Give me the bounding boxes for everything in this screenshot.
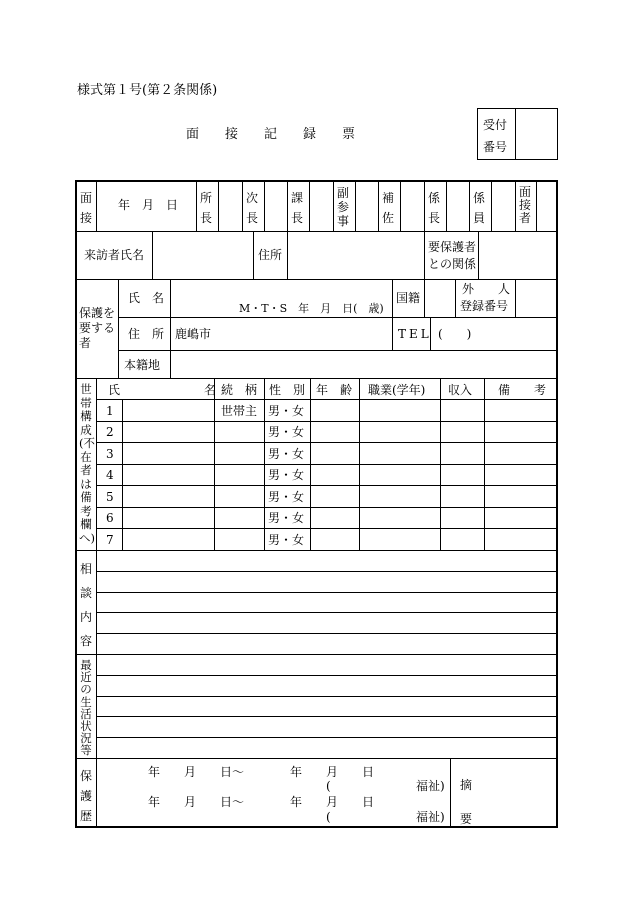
approval-section-chief-label: 課長: [290, 191, 303, 225]
visitor-address-label: 住所: [258, 248, 283, 262]
alien-label-2: 登録番号: [460, 299, 509, 313]
relation-field[interactable]: [479, 232, 557, 278]
household-header-income: 収入: [448, 383, 473, 397]
tel-label: TEL: [398, 327, 432, 341]
household-header-notes: 備 考: [498, 383, 547, 397]
household-row-number: 5: [106, 490, 114, 504]
recent-life-label: 最近の生活状況等: [80, 658, 92, 758]
history-line1-to[interactable]: 年 月 日: [290, 765, 375, 779]
summary-field[interactable]: [478, 759, 557, 827]
household-row-relation[interactable]: 世帯主: [221, 404, 258, 418]
history-line1-welfare: 福祉): [416, 779, 445, 793]
approval-staff-label: 係員: [472, 191, 485, 225]
approval-assistant-label: 補佐: [381, 191, 394, 225]
protected-address-label: 住 所: [128, 327, 165, 341]
alien-label-1: 外 人: [462, 282, 511, 296]
relation-label-2: との関係: [428, 257, 477, 271]
alien-registration-field[interactable]: [516, 280, 557, 316]
history-line2-from[interactable]: 年 月 日〜: [148, 795, 245, 809]
history-line2-paren: (: [326, 810, 331, 824]
consultation-label: 相談内容: [79, 562, 92, 648]
approval-deputy-label: 次長: [245, 191, 258, 225]
consultation-field[interactable]: [97, 551, 557, 653]
protected-birth-label: M・T・S 年 月 日( 歳): [239, 302, 384, 315]
form-title: 面 接 記 録 票: [186, 127, 356, 142]
visitor-name-field[interactable]: [153, 232, 252, 278]
household-row-sex[interactable]: 男・女: [268, 404, 305, 418]
receipt-label-1: 受付: [483, 118, 508, 132]
interview-label: 面接: [79, 191, 92, 225]
approval-chief-label: 所長: [199, 191, 212, 225]
household-header-job: 職業(学年): [368, 383, 426, 397]
domicile-label: 本籍地: [124, 358, 161, 372]
household-header-age: 年 齢: [316, 383, 353, 397]
interview-date-label: 年 月 日: [118, 198, 179, 212]
household-row-number: 6: [106, 511, 114, 525]
household-header-name: 氏 名: [108, 383, 217, 397]
household-row-number: 2: [106, 425, 114, 439]
history-line1-from[interactable]: 年 月 日〜: [148, 765, 245, 779]
history-line2-welfare: 福祉): [416, 810, 445, 824]
receipt-label-2: 番号: [483, 140, 508, 154]
nationality-label: 国籍: [396, 291, 421, 305]
household-header-sex: 性 別: [269, 383, 306, 397]
household-row-sex[interactable]: 男・女: [268, 511, 305, 525]
relation-label-1: 要保護者: [428, 240, 477, 254]
protected-name-field[interactable]: [171, 280, 391, 300]
form-style-label: 様式第１号(第２条関係): [77, 83, 218, 98]
household-row-number: 3: [106, 447, 114, 461]
visitor-address-field[interactable]: [288, 232, 423, 278]
household-row-number: 4: [106, 468, 114, 482]
approval-interviewer-label: 面接者: [518, 185, 531, 225]
household-row-sex[interactable]: 男・女: [268, 468, 305, 482]
receipt-number-field[interactable]: [516, 109, 557, 159]
household-row-sex[interactable]: 男・女: [268, 490, 305, 504]
protected-name-label: 氏 名: [128, 291, 165, 305]
recent-life-field[interactable]: [97, 655, 557, 757]
nationality-field[interactable]: [425, 280, 454, 316]
household-header-relation: 続 柄: [221, 383, 258, 397]
domicile-field[interactable]: [171, 351, 557, 377]
household-row-sex[interactable]: 男・女: [268, 447, 305, 461]
protected-address-value[interactable]: 鹿嶋市: [175, 327, 212, 341]
household-row-number: 7: [106, 533, 114, 547]
approval-unit-chief-label: 係長: [427, 191, 440, 225]
history-label: 保護歴: [79, 769, 92, 823]
approval-councilor-label: 副参事: [336, 186, 349, 228]
protected-person-section-label: 保護を要する者: [79, 306, 116, 350]
history-line2-to[interactable]: 年 月 日: [290, 795, 375, 809]
tel-field[interactable]: ( ): [438, 327, 472, 341]
history-line1-paren: (: [326, 779, 331, 793]
household-row-sex[interactable]: 男・女: [268, 425, 305, 439]
visitor-name-label: 来訪者氏名: [84, 248, 145, 262]
household-row-sex[interactable]: 男・女: [268, 533, 305, 547]
household-section-label: 世帯構成(不在者は備考欄へ): [79, 382, 95, 545]
summary-label: 摘要: [459, 778, 472, 826]
household-row-number: 1: [106, 404, 114, 418]
